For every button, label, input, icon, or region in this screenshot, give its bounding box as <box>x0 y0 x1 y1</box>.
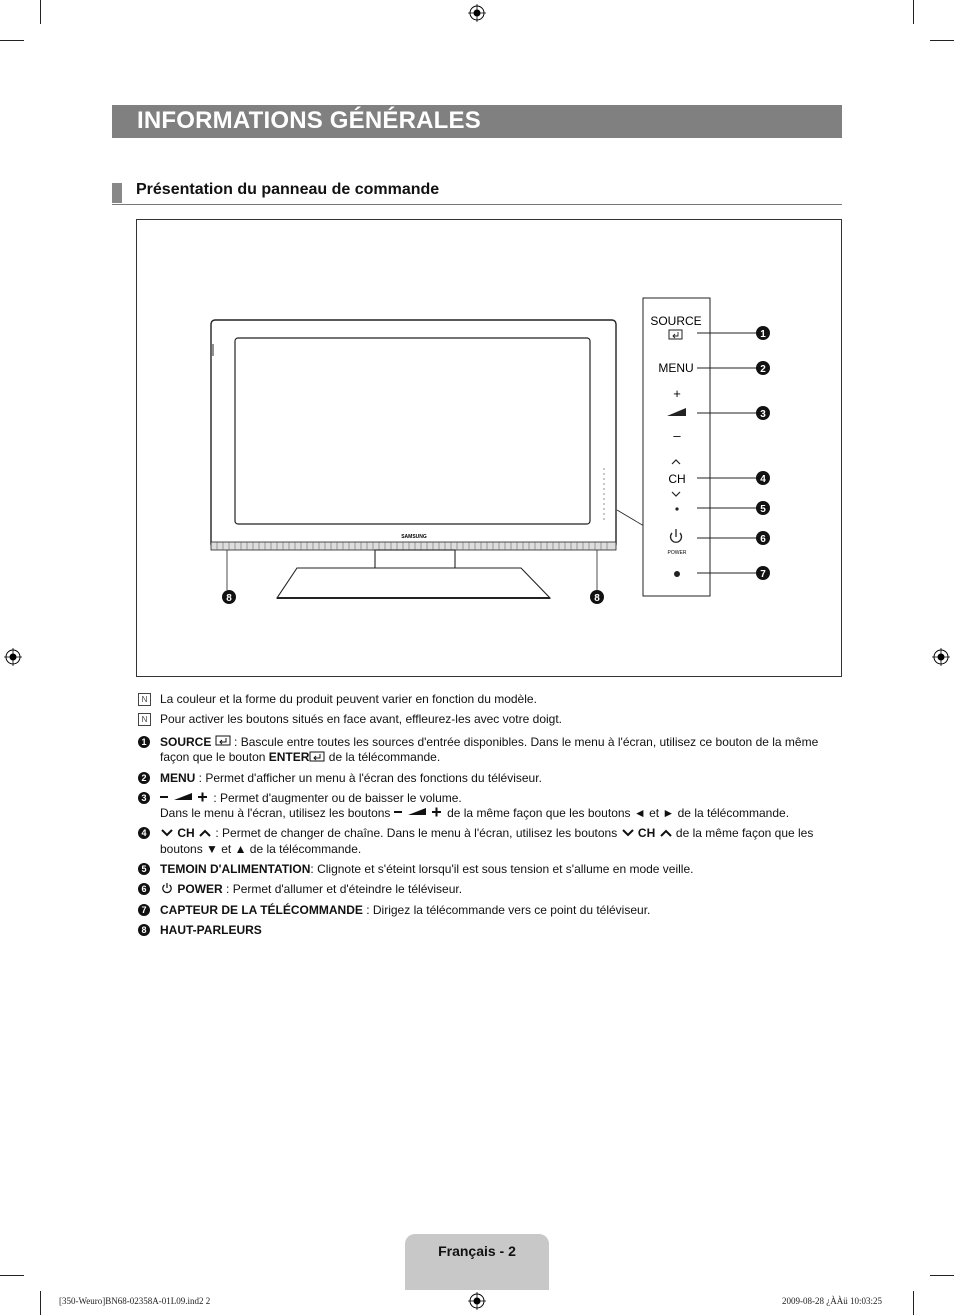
callout-8-right: 8 <box>594 593 600 604</box>
chevron-down-icon <box>621 827 635 842</box>
panel-power-label: POWER <box>667 550 687 556</box>
item-channel: 4 CH : Permet de changer de chaîne. Dans le menu à l'écran, utilisez les boutons CH de la même façon que les boutons ▼ et ▲ de la télécommande. <box>138 826 838 856</box>
callout-4: 4 <box>760 474 766 485</box>
chevron-up-icon <box>659 827 673 842</box>
crop-mark <box>930 40 954 41</box>
panel-vol-minus: – <box>673 428 681 443</box>
callout-7: 7 <box>760 569 766 580</box>
crop-mark <box>40 0 41 24</box>
page-number-tab <box>405 1234 549 1290</box>
callout-6: 6 <box>760 534 766 545</box>
enter-icon <box>309 751 325 766</box>
panel-source-label: SOURCE <box>650 314 702 328</box>
item-power-led: 5 TEMOIN D'ALIMENTATION: Clignote et s'éteint lorsqu'il est sous tension et s'allume en mode veille. <box>138 862 838 877</box>
section-marker <box>112 183 122 203</box>
section-heading <box>112 180 842 205</box>
page-title-bar <box>112 105 842 138</box>
registration-mark-icon <box>468 1292 486 1310</box>
item-remote-sensor: 7 CAPTEUR DE LA TÉLÉCOMMANDE : Dirigez la télécommande vers ce point du téléviseur. <box>138 903 838 918</box>
registration-mark-icon <box>932 648 950 666</box>
panel-menu-label: MENU <box>658 361 694 375</box>
crop-mark <box>913 0 914 24</box>
print-slug-left: [350-Weuro]BN68-02358A-01L09.ind2 2 <box>59 1296 211 1306</box>
volume-minus-plus-icon <box>160 791 210 806</box>
note-icon: N <box>138 713 151 726</box>
item-volume: 3 : Permet d'augmenter ou de baisser le volume. Dans le menu à l'écran, utilisez les boutons de la même façon que les boutons ◄ et ► de la télécommande. <box>138 791 838 822</box>
callout-1: 1 <box>760 329 766 340</box>
callout-5: 5 <box>760 504 766 515</box>
tv-illustration <box>137 220 841 676</box>
description-list <box>138 692 838 943</box>
page-number: Français - 2 <box>438 1243 516 1259</box>
chevron-up-icon <box>198 827 212 842</box>
panel-ch-label: CH <box>668 472 686 486</box>
tv-brand-logo: SAMSUNG <box>401 534 427 540</box>
callout-8-left: 8 <box>226 593 232 604</box>
panel-vol-plus: + <box>673 386 681 401</box>
print-slug-right: 2009-08-28 ¿ÀÀü 10:03:25 <box>782 1296 882 1306</box>
remote-sensor-icon <box>674 571 680 577</box>
registration-mark-icon <box>4 648 22 666</box>
note-item: N Pour activer les boutons situés en face avant, effleurez-les avec votre doigt. <box>138 712 838 727</box>
page-title: INFORMATIONS GÉNÉRALES <box>137 107 481 134</box>
control-panel-figure <box>136 219 842 677</box>
enter-icon <box>215 735 231 750</box>
item-source: 1 SOURCE : Bascule entre toutes les sources d'entrée disponibles. Dans le menu à l'écran, utilisez ce bouton de la même façon que le bouton ENTER de la télécommande. <box>138 735 838 766</box>
volume-minus-plus-icon <box>394 806 444 821</box>
section-title: Présentation du panneau de commande <box>136 181 440 198</box>
crop-mark <box>930 1275 954 1276</box>
crop-mark <box>913 1291 914 1315</box>
crop-mark <box>40 1291 41 1315</box>
item-speakers: 8 HAUT-PARLEURS <box>138 923 838 938</box>
note-icon: N <box>138 693 151 706</box>
crop-mark <box>0 40 24 41</box>
callout-3: 3 <box>760 409 766 420</box>
power-led-icon <box>675 507 678 510</box>
power-icon <box>160 882 174 898</box>
item-menu: 2 MENU : Permet d'afficher un menu à l'écran des fonctions du téléviseur. <box>138 771 838 786</box>
item-power: 6 POWER : Permet d'allumer et d'éteindre le téléviseur. <box>138 882 838 898</box>
chevron-down-icon <box>160 827 174 842</box>
registration-mark-icon <box>468 4 486 22</box>
crop-mark <box>0 1275 24 1276</box>
note-item: N La couleur et la forme du produit peuvent varier en fonction du modèle. <box>138 692 838 707</box>
callout-2: 2 <box>760 364 766 375</box>
